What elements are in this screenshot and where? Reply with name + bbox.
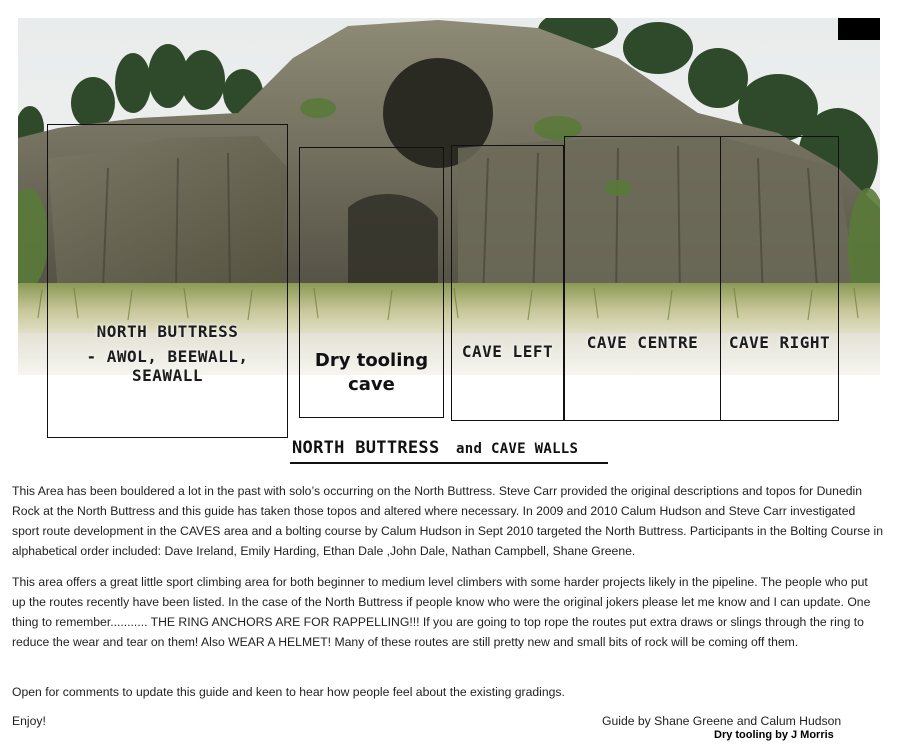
label-cave-left-text: CAVE LEFT: [461, 342, 554, 361]
label-cave-centre: [565, 333, 720, 352]
photo-corner-patch: [838, 18, 880, 40]
zone-north-buttress: [47, 124, 288, 438]
label-cave-right: [721, 333, 838, 352]
label-cave-centre-text: CAVE CENTRE: [586, 333, 699, 352]
guide-authors: Guide by Shane Greene and Calum Hudson: [602, 714, 842, 728]
zone-cave-left: [451, 145, 564, 421]
dry-tooling-credit: Dry tooling by J Morris: [714, 729, 834, 741]
paragraph-history: This Area has been bouldered a lot in the past with solo’s occurring on the North Buttress. Steve Carr provided the original descriptions and topos for Dunedin Rock at the North Buttress and this guide has taken those topos and altered where necessary. In 2009 and 2010 Calum Hudson and Steve Carr investigated sport route development in the CAVES area and a bolting course by Calum Hudson in Sept 2010 targeted the North Buttress. Participants in the Bolting Course in alphabetical order included: Dave Ireland, Emily Harding, Ethan Dale ,John Dale, Nathan Campbell, Shane Greene.: [12, 484, 884, 558]
label-dry-tooling-line1: Dry tooling: [314, 350, 429, 371]
paragraph-overview: This area offers a great little sport climbing area for both beginner to medium level climbers with some harder projects likely in the pipeline. The people who put up the routes recently have been listed. In the case of the North Buttress if people know who were the original jokers please let me know and I can update. One thing to remember........... THE RING ANCHORS ARE FOR RAPPELLING!!! If you are going to top rope the routes put extra draws or slings through the ring to reduce the wear and tear on them! Also WEAR A HELMET! Many of these routes are still pretty new and small bits of rock will be coming off them.: [12, 575, 871, 649]
label-north-buttress-line2: - AWOL, BEEWALL, SEAWALL: [86, 347, 249, 385]
paragraph-comments: Open for comments to update this guide and keen to hear how people feel about the existing gradings.: [12, 685, 565, 699]
label-dry-tooling-cave: [301, 349, 442, 397]
label-cave-left: [452, 342, 563, 361]
label-dry-tooling-line2: cave: [348, 374, 395, 395]
label-cave-right-text: CAVE RIGHT: [728, 333, 831, 352]
zone-cave-right: [720, 136, 839, 421]
page-title: [292, 438, 578, 458]
label-north-buttress: [60, 322, 275, 385]
label-north-buttress-line1: NORTH BUTTRESS: [96, 322, 239, 341]
sign-off: Enjoy!: [12, 714, 46, 728]
title-underline: [290, 462, 608, 464]
title-part-2: and CAVE WALLS: [456, 441, 579, 457]
zone-cave-centre: [564, 136, 721, 421]
title-part-1: NORTH BUTTRESS: [292, 438, 440, 458]
